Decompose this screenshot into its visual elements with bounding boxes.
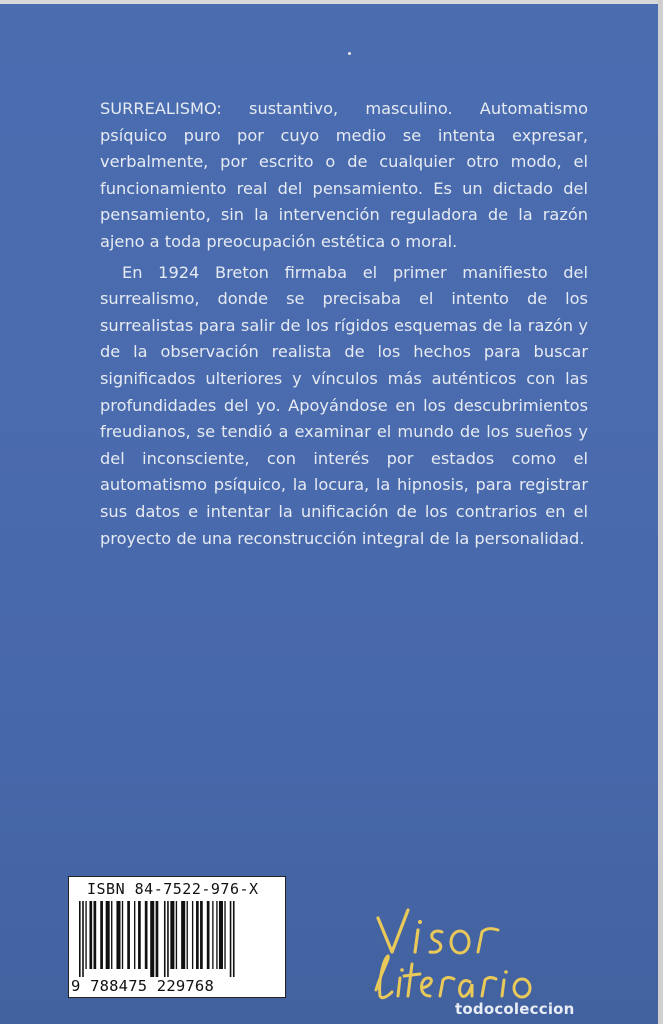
- barcode-bars: [73, 901, 281, 977]
- barcode-bar: [127, 901, 130, 969]
- barcode-bar: [116, 901, 120, 969]
- barcode-bar: [200, 901, 203, 969]
- barcode-bar: [156, 901, 159, 977]
- barcode-bar: [94, 901, 97, 969]
- barcode-bar: [219, 901, 223, 969]
- barcode-bar: [164, 901, 166, 977]
- cover-top-edge: [0, 0, 663, 4]
- barcode-bar: [192, 901, 193, 969]
- barcode-bar: [187, 901, 188, 969]
- barcode-bar: [176, 901, 177, 969]
- barcode-bar: [224, 901, 225, 969]
- barcode-bar: [167, 901, 169, 977]
- barcode-bar: [138, 901, 141, 969]
- barcode-bar: [150, 901, 154, 977]
- cover-speck: [348, 52, 351, 55]
- visor-literario-logo: [360, 900, 560, 1010]
- barcode-bar: [122, 901, 123, 969]
- barcode-bar: [181, 901, 185, 969]
- back-cover-blurb: [100, 96, 588, 552]
- barcode-bar: [82, 901, 84, 977]
- isbn-label: ISBN 84-7522-976-X: [87, 880, 259, 898]
- barcode-bar: [100, 901, 103, 969]
- barcode-bar: [79, 901, 81, 977]
- barcode-bar: [111, 901, 112, 969]
- barcode-bar: [216, 901, 217, 969]
- watermark: todocoleccion: [455, 1000, 575, 1018]
- barcode-bar: [134, 901, 135, 969]
- barcode-bar: [230, 901, 232, 977]
- blurb-paragraph-2: En 1924 Breton firmaba el primer manifiesto del surrealismo, donde se precisaba el intento de los surrealistas para salir de los rígidos esquemas de la razón y de la observación realista de los hechos para buscar significados ulteriores y vínculos más auténticos con las profundidades del yo. Apoyándose en los descubrimientos freudianos, se tendió a examinar el mundo de los sueños y del inconsciente, con interés por estados como el automatismo psíquico, la locura, la hipnosis, para registrar sus datos e intentar la unificación de los contrarios en el proyecto de una reconstrucción integral de la personalidad.: [100, 262, 588, 548]
- barcode-digits: 9 788475 229768: [71, 977, 214, 995]
- barcode-bar: [233, 901, 235, 977]
- cover-right-edge: [658, 0, 663, 1024]
- barcode-bar: [212, 901, 213, 969]
- barcode-bar: [85, 901, 86, 969]
- barcode-bar: [106, 901, 110, 969]
- blurb-paragraph-1: SURREALISMO: sustantivo, masculino. Automatismo psíquico puro por cuyo medio se intenta expresar, verbalmente, por escrito o de cualquier otro modo, el funcionamiento real del pensamiento. Es un dictado del pensamiento, sin la intervención reguladora de la razón ajeno a toda preocupación estética o moral.: [100, 99, 588, 251]
- barcode-bar: [207, 901, 210, 969]
- isbn-barcode: [68, 876, 286, 998]
- barcode-bar: [145, 901, 148, 969]
- barcode-bar: [196, 901, 199, 969]
- barcode-bar: [170, 901, 174, 969]
- barcode-bar: [89, 901, 92, 969]
